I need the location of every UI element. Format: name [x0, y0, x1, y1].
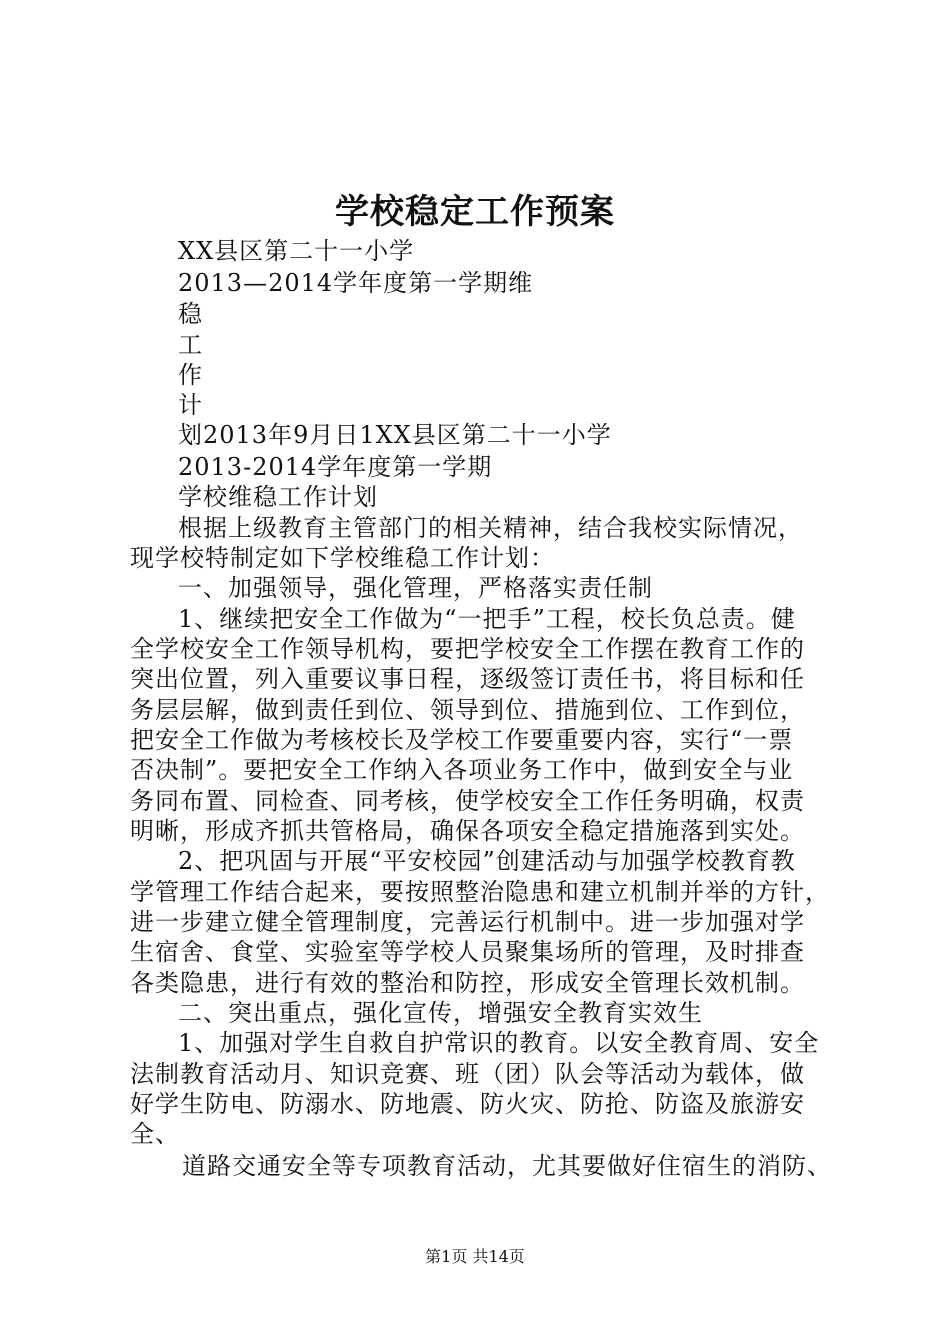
paragraph-line: 学管理工作结合起来，要按照整治隐患和建立机制并举的方针，: [130, 878, 830, 906]
paragraph-line: 务层层解，做到责任到位、领导到位、措施到位、工作到位，: [130, 696, 805, 724]
text-line: 划2013年9月日1XX县区第二十一小学: [178, 421, 612, 449]
paragraph-line: 2、把巩固与开展“平安校园”创建活动与加强学校教育教: [178, 847, 796, 875]
text-line: XX县区第二十一小学: [178, 237, 415, 265]
text-line: 稳: [178, 300, 203, 328]
paragraph-line: 1、继续把安全工作做为“一把手”工程，校长负总责。健: [178, 605, 796, 633]
paragraph-line: 道路交通安全等专项教育活动，尤其要做好住宿生的消防、: [182, 1152, 832, 1180]
paragraph-line: 明晰，形成齐抓共管格局，确保各项安全稳定措施落到实处。: [130, 817, 805, 845]
paragraph-line: 全、: [130, 1120, 180, 1148]
paragraph-line: 现学校特制定如下学校维稳工作计划：: [130, 544, 555, 572]
section-heading: 一、加强领导，强化管理，严格落实责任制: [178, 574, 653, 602]
text-line: 计: [178, 391, 203, 419]
text-line: 2013—2014学年度第一学期维: [178, 269, 534, 297]
paragraph-line: 根据上级教育主管部门的相关精神，结合我校实际情况，: [178, 514, 803, 542]
paragraph-line: 把安全工作做为考核校长及学校工作要重要内容，实行“一票: [130, 726, 794, 754]
paragraph-line: 全学校安全工作领导机构，要把学校安全工作摆在教育工作的: [130, 635, 805, 663]
paragraph-line: 1、加强对学生自救自护常识的教育。以安全教育周、安全: [178, 1029, 820, 1057]
text-line: 工: [178, 331, 203, 359]
paragraph-line: 务同布置、同检查、同考核，使学校安全工作任务明确，权责: [130, 787, 805, 815]
text-line: 作: [178, 361, 203, 389]
page-footer: 第1页 共14页: [425, 1247, 525, 1266]
paragraph-line: 进一步建立健全管理制度，完善运行机制中。进一步加强对学: [130, 908, 805, 936]
paragraph-line: 法制教育活动月、知识竞赛、班（团）队会等活动为载体，做: [130, 1060, 805, 1088]
paragraph-line: 否决制”。要把安全工作纳入各项业务工作中，做到安全与业: [130, 756, 794, 784]
text-line: 学校维稳工作计划: [178, 483, 378, 511]
paragraph-line: 各类隐患，进行有效的整治和防控，形成安全管理长效机制。: [130, 969, 805, 997]
section-heading: 二、突出重点，强化宣传，增强安全教育实效生: [178, 999, 703, 1027]
paragraph-line: 突出位置，列入重要议事日程，逐级签订责任书，将目标和任: [130, 665, 805, 693]
document-title: 学校稳定工作预案: [335, 192, 615, 232]
paragraph-line: 生宿舍、食堂、实验室等学校人员聚集场所的管理，及时排查: [130, 938, 805, 966]
paragraph-line: 好学生防电、防溺水、防地震、防火灾、防抢、防盗及旅游安: [130, 1090, 805, 1118]
text-line: 2013-2014学年度第一学期: [178, 453, 493, 481]
